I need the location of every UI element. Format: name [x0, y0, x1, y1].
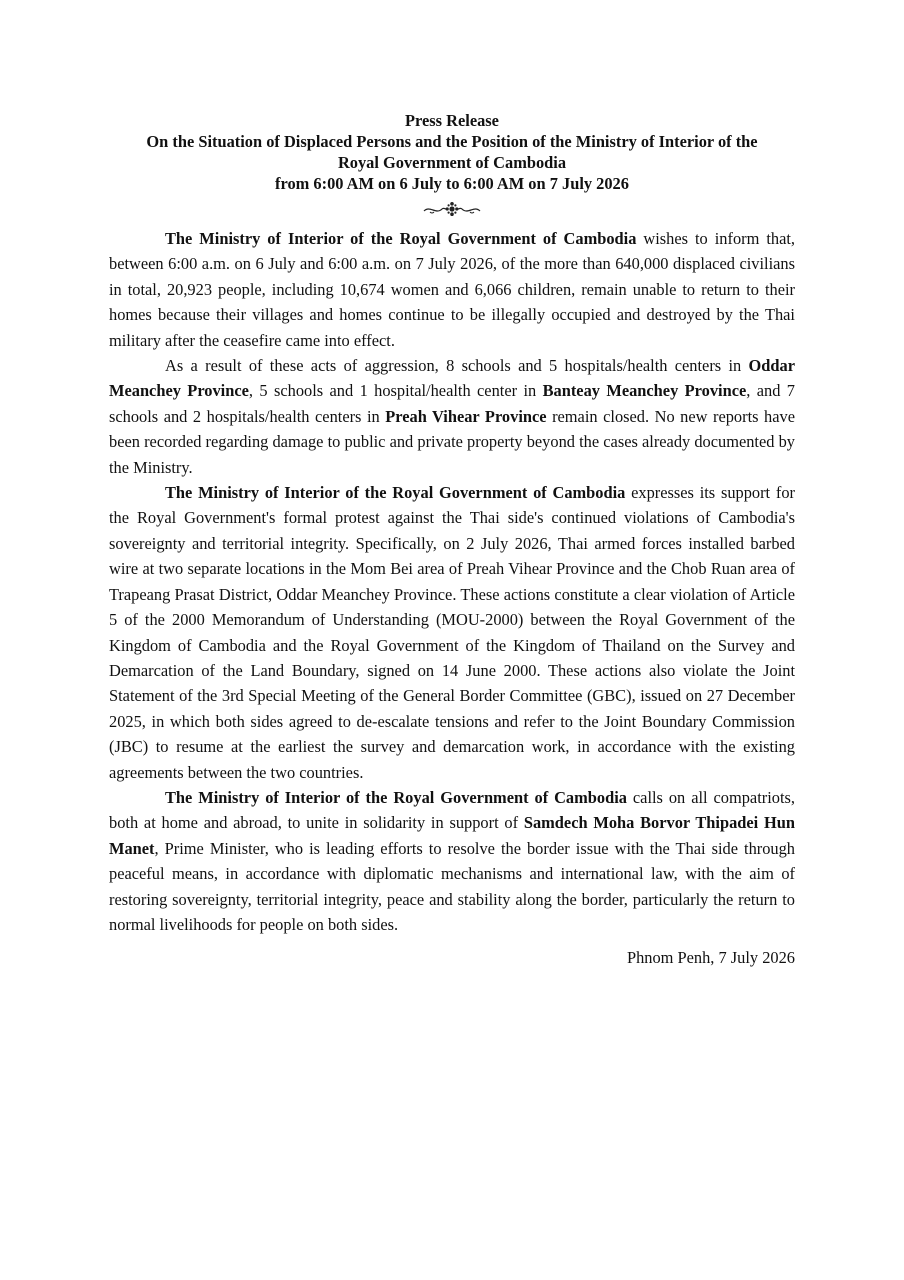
press-release-document [109, 110, 795, 970]
document-title-line-1: On the Situation of Displaced Persons and the Position of the Ministry of Interior of the [146, 132, 758, 151]
province-banteay-meanchey: Banteay Meanchey Province [542, 381, 747, 401]
province-preah-vihear: Preah Vihear Province [385, 406, 547, 426]
ministry-name: The Ministry of Interior of the Royal Government of Cambodia [165, 483, 626, 503]
paragraph-2 [109, 353, 795, 480]
paragraph-1-text: wishes to inform that, between 6:00 a.m. on 6 July and 6:00 a.m. on 7 July 2026, of the more than 640,000 displaced civilians in total, 20,923 people, including 10,674 women and 6,066 children, remain unable to return to their homes because their villages and homes continue to be illegally occupied and destroyed by the Thai military after the ceasefire came into effect. [109, 229, 796, 350]
place-and-date: Phnom Penh, 7 July 2026 [626, 948, 795, 968]
paragraph-4-text-b: , Prime Minister, who is leading efforts to resolve the border issue with the Thai side through peaceful means, in accordance with diplomatic mechanisms and international law, with the aim of restoring sovereignty, territorial integrity, peace and stability along the border, particularly the return to normal livelihoods for people on both sides. [109, 838, 795, 934]
paragraph-2-text-d: remain closed. No new reports have been recorded regarding damage to public and private property beyond the cases already documented by the Ministry. [109, 406, 795, 477]
ministry-name: The Ministry of Interior of the Royal Government of Cambodia [165, 229, 637, 248]
document-header [109, 110, 795, 194]
document-title-line-2: Royal Government of Cambodia [337, 153, 567, 172]
paragraph-2-text-b: , 5 schools and 1 hospital/health center in [248, 381, 543, 401]
province-oddar-meanchey: Oddar Meanchey Province [109, 356, 795, 401]
ornamental-divider-icon [422, 201, 482, 217]
document-period: from 6:00 AM on 6 July to 6:00 AM on 7 July 2026 [275, 174, 629, 193]
document-type-title: Press Release [405, 111, 499, 130]
paragraph-4-text-a: calls on all compatriots, both at home and abroad, to unite in solidarity in support of [109, 787, 795, 833]
prime-minister-name: Samdech Moha Borvor Thipadei Hun Manet [109, 813, 795, 858]
paragraph-2-text-c: , and 7 schools and 2 hospitals/health centers in [109, 381, 795, 426]
paragraph-4 [109, 785, 795, 937]
paragraph-2-text-a: As a result of these acts of aggression, 8 schools and 5 hospitals/health centers in [165, 356, 749, 376]
paragraph-1 [109, 226, 795, 353]
paragraph-3-text: expresses its support for the Royal Government's formal protest against the Thai side's continued violations of Cambodia's sovereignty and territorial integrity. Specifically, on 2 July 2026, Thai armed forces installed barbed wire at two separate locations in the Mom Bei area of Preah Vihear Province and the Chob Ruan area of Trapeang Prasat District, Oddar Meanchey Province. These actions constitute a clear violation of Article 5 of the 2000 Memorandum of Understanding (MOU-2000) between the Royal Government of the Kingdom of Cambodia and the Royal Government of the Kingdom of Thailand on the Survey and Demarcation of the Land Boundary, signed on 14 June 2000. These actions also violate the Joint Statement of the 3rd Special Meeting of the General Border Committee (GBC), issued on 27 December 2025, in which both sides agreed to de-escalate tensions and refer to the Joint Boundary Commission (JBC) to resume at the earliest the survey and demarcation work, in accordance with the existing agreements between the two countries. [109, 483, 795, 782]
ministry-name: The Ministry of Interior of the Royal Government of Cambodia [165, 787, 627, 807]
paragraph-3 [109, 480, 795, 785]
